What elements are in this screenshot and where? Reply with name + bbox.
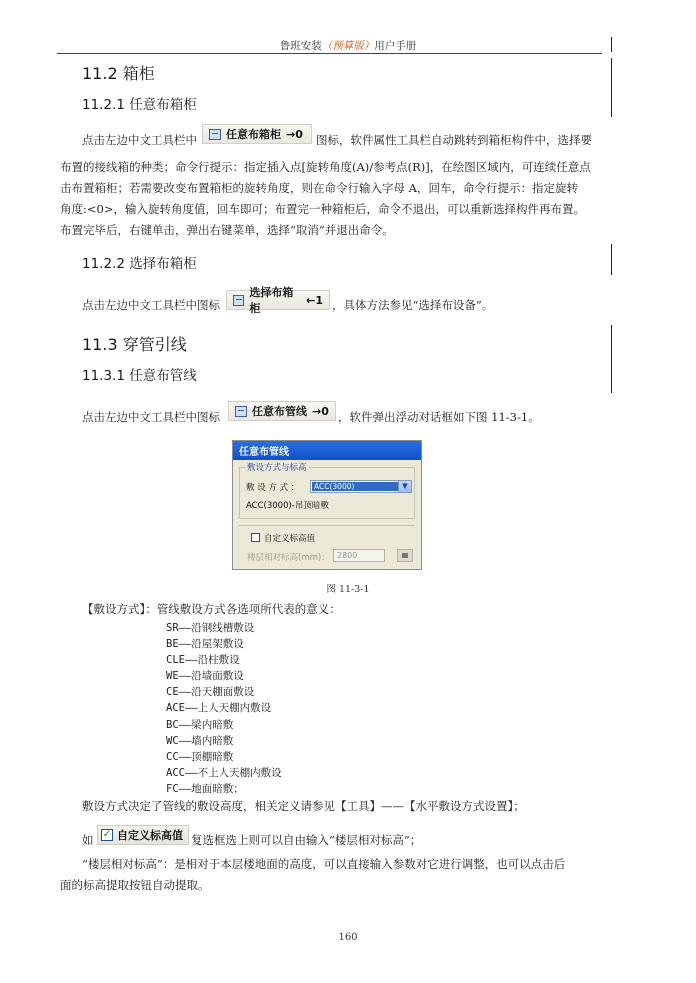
button-label: 选择布箱柜: [249, 286, 294, 315]
modes-summary: 敷设方式决定了管线的敷设高度，相关定义请参见【工具】——【水平敷设方式设置】；: [82, 799, 525, 813]
margin-bar: [611, 37, 612, 52]
paragraph-line: 击布置箱柜；若需要改变布置箱柜的旋转角度，则在命令行输入字母 A，回车，命令行提示：指定旋转: [60, 181, 578, 195]
button-label: 任意布箱柜: [226, 128, 281, 141]
margin-bar: [611, 325, 612, 393]
custom-after: 复选框选上则可以自由输入“楼层相对标高”；: [191, 833, 422, 847]
custom-lead: 如: [82, 833, 94, 847]
chevron-down-icon[interactable]: ▼: [398, 481, 411, 492]
list-item: SR——沿钢线槽敷设: [166, 622, 255, 634]
mode-label: 敷 设 方 式 ：: [246, 483, 300, 493]
paragraph-after: ，具体方法参见“选择布设备”。: [332, 298, 494, 312]
paragraph-line: 角度:<0>，输入旋转角度值，回车即可；布置完一种箱柜后，命令不退出，可以重新选择构件再布置。: [60, 202, 585, 216]
list-item: FC——地面暗敷；: [166, 782, 244, 795]
mode-select[interactable]: [310, 480, 412, 493]
paragraph-lead: 点击左边中文工具栏中图标: [82, 298, 220, 312]
list-item: CLE——沿柱敷设: [166, 654, 240, 667]
dialog-separator: [239, 525, 415, 526]
modes-list: [166, 620, 282, 797]
page-number: 160: [338, 932, 358, 943]
paragraph-lead: 点击左边中文工具栏中: [82, 133, 197, 147]
toolbar-button-select-cabinet: [226, 286, 330, 315]
button-keys: →0: [312, 404, 329, 418]
pick-elevation-button[interactable]: [397, 549, 413, 562]
cabinet-icon: [209, 129, 221, 140]
dialog-title: 任意布管线: [233, 441, 421, 460]
paragraph-line: 布置的接线箱的种类；命令行提示：指定插入点[旋转角度(A)/参考点(R)]，在绘图区域内，可连续任意点: [60, 160, 591, 174]
toolbar-button-any-cabinet: [202, 124, 312, 144]
modes-intro: 【敷设方式】：管线敷设方式各选项所代表的意义：: [82, 602, 341, 616]
list-item: ACE——上人天棚内敷设: [166, 702, 272, 715]
floor-elevation-input[interactable]: 2800: [333, 549, 385, 562]
button-keys: ←1: [306, 293, 323, 307]
group-title: 敷设方式与标高: [247, 463, 307, 473]
header-title-em: （预算版）: [321, 40, 375, 52]
paragraph-11-2-1: [60, 157, 620, 241]
subsection-heading-11-2-2: 11.2.2 选择布箱柜: [82, 256, 197, 272]
header-title-b: 用户手册: [374, 40, 417, 52]
margin-bar: [611, 58, 612, 117]
header-title-a: 鲁班安装: [279, 40, 322, 52]
custom-elevation-checkbox[interactable]: [251, 533, 260, 542]
section-heading-11-3: 11.3 穿管引线: [82, 335, 187, 354]
paragraph-line: 布置完毕后，右键单击，弹出右键菜单，选择“取消”并退出命令。: [60, 223, 394, 237]
list-item: WE——沿墙面敷设: [166, 670, 244, 683]
paragraph-line: 面的标高提取按钮自动提取。: [60, 878, 210, 892]
toolbar-button-any-pipe: [228, 401, 336, 421]
custom-paragraph: [60, 854, 620, 896]
list-item: CC——顶棚暗敷: [166, 750, 234, 763]
paragraph-after: ，软件弹出浮动对话框如下图 11-3-1。: [338, 410, 540, 424]
page-header: [0, 38, 696, 53]
section-heading-11-2: 11.2 箱柜: [82, 64, 155, 83]
pipe-line-icon: [235, 406, 247, 417]
floor-elevation-label: 楼层相对标高(mm)：: [247, 553, 330, 563]
paragraph-after: 图标，软件属性工具栏自动跳转到箱柜构件中，选择要: [316, 133, 592, 147]
subsection-heading-11-2-1: 11.2.1 任意布箱柜: [82, 97, 197, 113]
button-keys: →0: [286, 127, 303, 141]
list-item: CE——沿天棚面敷设: [166, 686, 255, 699]
mode-desc: ACC(3000)-吊顶暗敷: [246, 501, 329, 511]
list-item: BE——沿屋架敷设: [166, 638, 244, 651]
check-icon: ✓: [102, 829, 112, 840]
list-item: ACC——不上人天棚内敷设: [166, 766, 282, 779]
custom-elevation-checkbox-image: [97, 825, 189, 845]
header-rule: [57, 53, 602, 54]
checkbox-label: 自定义标高值: [117, 829, 183, 842]
figure-caption: 图 11-3-1: [326, 584, 370, 595]
list-item: BC——梁内暗敷: [166, 718, 234, 731]
mode-select-value: ACC(3000): [312, 482, 398, 491]
custom-elevation-label: 自定义标高值: [264, 534, 316, 544]
any-pipe-dialog: [232, 440, 422, 570]
paragraph-line: “楼层相对标高”：是相对于本层楼地面的高度，可以直接输入参数对它进行调整，也可以点击后: [82, 857, 566, 871]
list-item: WC——墙内暗敷: [166, 734, 234, 747]
subsection-heading-11-3-1: 11.3.1 任意布管线: [82, 368, 197, 384]
button-label: 任意布管线: [252, 405, 307, 418]
mode-group: [239, 463, 415, 519]
paragraph-lead: 点击左边中文工具栏中图标: [82, 410, 220, 424]
select-cabinet-icon: [233, 295, 244, 306]
margin-bar: [611, 244, 612, 275]
